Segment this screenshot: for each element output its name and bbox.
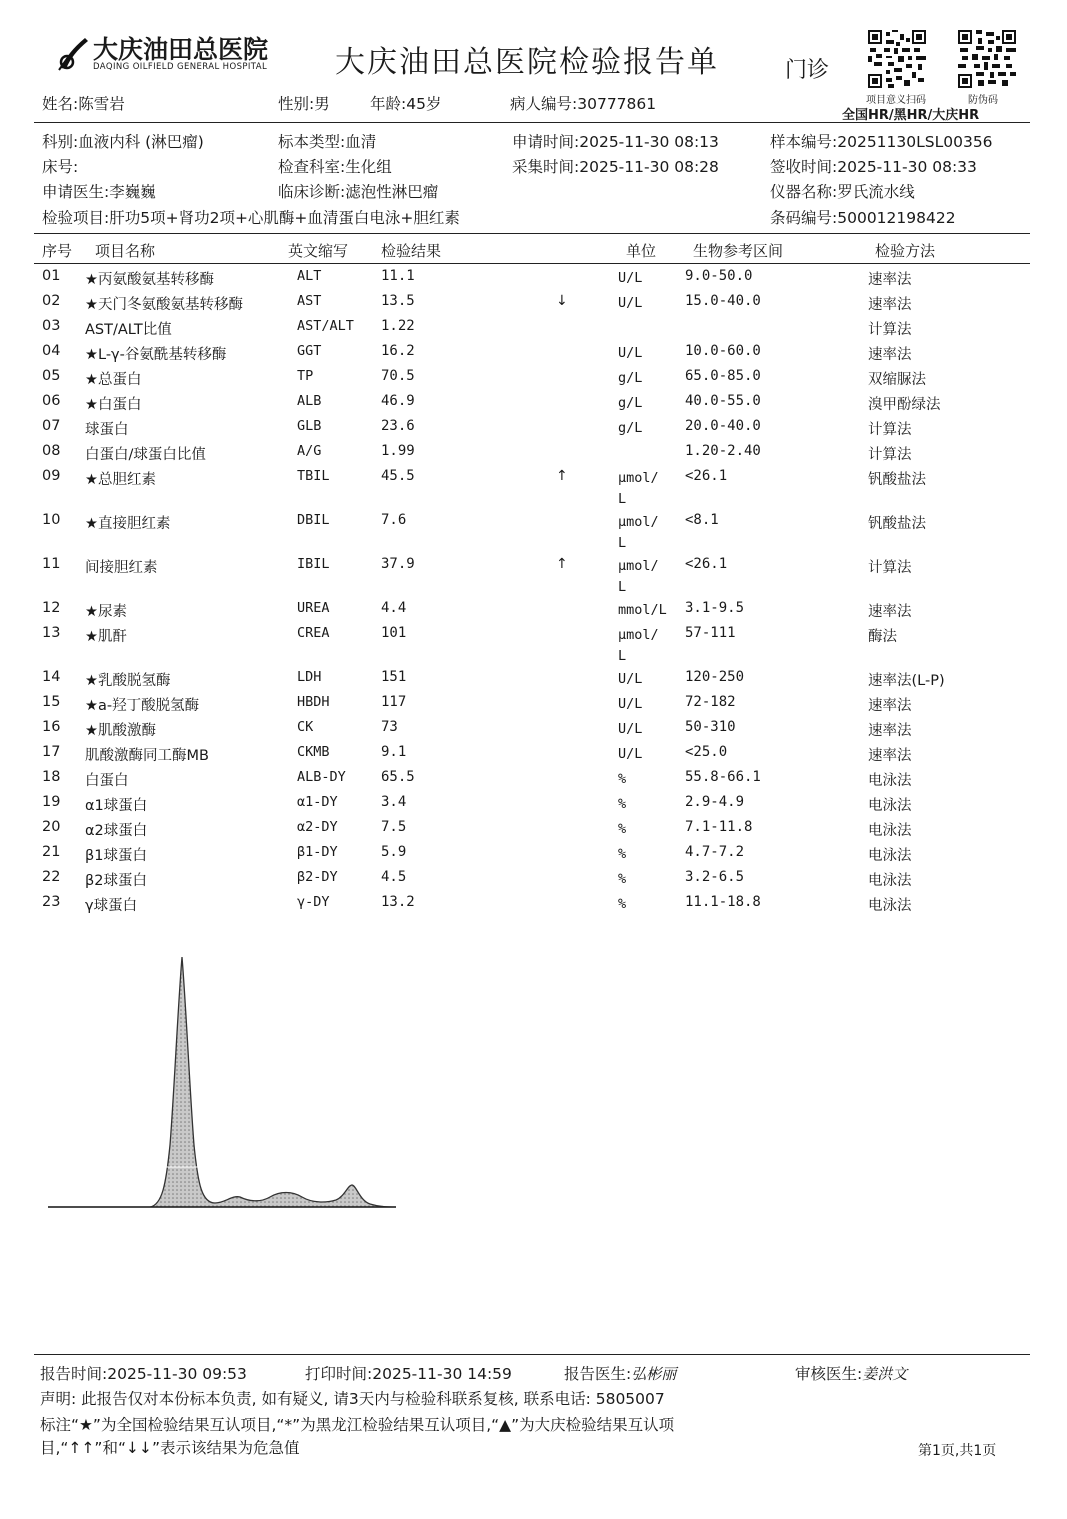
cell-method: 双缩脲法 [868, 372, 926, 388]
cell-no: 16 [42, 719, 61, 735]
cell-name: 球蛋白 [85, 422, 129, 438]
cell-unit-line1: μmol/ [618, 514, 659, 530]
cell-method: 速率法 [868, 698, 912, 714]
cell-method: 电泳法 [868, 898, 912, 914]
cell-unit: U/L [618, 746, 643, 762]
cell-no: 12 [42, 600, 61, 616]
cell-no: 06 [42, 393, 61, 409]
table-row [0, 894, 1067, 918]
table-row [0, 556, 1067, 595]
clinical-diagnosis: 滤泡性淋巴瘤 [345, 183, 439, 201]
cell-unit: g/L [618, 370, 643, 386]
cell-unit: mmol/L [618, 602, 667, 618]
cell-name: β1球蛋白 [85, 848, 147, 864]
cell-ref: 72-182 [685, 694, 736, 710]
cell-result: 151 [381, 669, 407, 685]
cell-ref: 20.0-40.0 [685, 418, 761, 434]
clinic-type: 门诊 [785, 58, 830, 83]
cell-ref: 65.0-85.0 [685, 368, 761, 384]
test-items-field [42, 206, 460, 228]
report-time-field [40, 1362, 247, 1384]
cell-name: ★肌酸激酶 [85, 723, 156, 739]
clinical-diagnosis-field [278, 180, 438, 202]
cell-flag: ↑ [556, 468, 568, 484]
patient-id-label: 病人编号: [510, 95, 578, 113]
cell-ref: 3.1-9.5 [685, 600, 745, 616]
cell-abbr: α1-DY [297, 794, 338, 810]
cell-abbr: β1-DY [297, 844, 338, 860]
cell-name: ★尿素 [85, 604, 127, 620]
cell-method: 溴甲酚绿法 [868, 397, 941, 413]
header-abbreviation: 英文缩写 [288, 242, 349, 260]
specimen-type: 血清 [345, 133, 377, 151]
request-time-label: 申请时间: [512, 133, 580, 151]
cell-no: 01 [42, 268, 61, 284]
patient-age: 45岁 [406, 95, 442, 113]
cell-method: 速率法 [868, 723, 912, 739]
instrument-field [770, 180, 915, 202]
patient-age-label: 年龄: [370, 95, 407, 113]
cell-name: ★L-γ-谷氨酰基转移酶 [85, 347, 227, 363]
reporting-doctor-label: 报告医生: [564, 1365, 632, 1383]
cell-unit-line1: μmol/ [618, 470, 659, 486]
cell-abbr: IBIL [297, 556, 330, 572]
cell-no: 17 [42, 744, 61, 760]
cell-name: ★肌酐 [85, 629, 127, 645]
cell-name: AST/ALT比值 [85, 322, 172, 338]
department-label: 科别: [42, 133, 79, 151]
header-method: 检验方法 [875, 242, 936, 260]
header-item-name: 项目名称 [95, 242, 156, 260]
cell-no: 05 [42, 368, 61, 384]
cell-flag: ↓ [556, 293, 568, 309]
cell-result: 101 [381, 625, 407, 641]
cell-ref: <8.1 [685, 512, 719, 528]
cell-abbr: ALB [297, 393, 322, 409]
cell-ref: 120-250 [685, 669, 745, 685]
cell-unit: g/L [618, 395, 643, 411]
cell-abbr: ALT [297, 268, 322, 284]
bed-number-field [42, 155, 78, 177]
cell-result: 1.99 [381, 443, 415, 459]
instrument-label: 仪器名称: [770, 183, 838, 201]
test-items-label: 检验项目: [42, 209, 110, 227]
cell-abbr: AST [297, 293, 322, 309]
cell-abbr: TP [297, 368, 314, 384]
patient-id: 30777861 [577, 95, 657, 113]
cell-unit: U/L [618, 270, 643, 286]
mutual-recognition-mark: 全国HR/黑HR/大庆HR [842, 108, 980, 123]
table-row [0, 343, 1067, 367]
cell-name: ★天门冬氨酸氨基转移酶 [85, 297, 243, 313]
cell-unit-line2: L [618, 648, 627, 664]
cell-no: 13 [42, 625, 61, 641]
table-top-divider [34, 233, 1030, 234]
cell-name: α2球蛋白 [85, 823, 148, 839]
cell-no: 20 [42, 819, 61, 835]
cell-name: ★丙氨酸氨基转移酶 [85, 272, 214, 288]
receipt-time-label: 签收时间: [770, 158, 838, 176]
cell-method: 计算法 [868, 447, 912, 463]
patient-sex-field [278, 92, 330, 114]
table-row [0, 769, 1067, 793]
table-row [0, 794, 1067, 818]
cell-result: 37.9 [381, 556, 415, 572]
header-unit: 单位 [626, 242, 657, 260]
cell-ref: 9.0-50.0 [685, 268, 753, 284]
cell-method: 速率法 [868, 604, 912, 620]
report-title: 大庆油田总医院检验报告单 [335, 45, 719, 80]
cell-unit-line1: μmol/ [618, 627, 659, 643]
header-no: 序号 [42, 242, 73, 260]
cell-method: 速率法 [868, 748, 912, 764]
cell-method: 计算法 [868, 322, 912, 338]
cell-ref: 1.20-2.40 [685, 443, 761, 459]
patient-id-field [510, 92, 656, 114]
cell-method: 计算法 [868, 422, 912, 438]
print-time-field [305, 1362, 512, 1384]
clinical-diagnosis-label: 临床诊断: [278, 183, 346, 201]
department-field [42, 130, 204, 152]
cell-unit: U/L [618, 345, 643, 361]
auditing-doctor-label: 审核医生: [795, 1365, 863, 1383]
department: 血液内科 (淋巴瘤) [78, 133, 204, 151]
cell-no: 14 [42, 669, 61, 685]
collection-time-field [512, 155, 719, 177]
table-row [0, 600, 1067, 624]
cell-name: α1球蛋白 [85, 798, 148, 814]
cell-unit [618, 556, 659, 598]
cell-method: 速率法 [868, 347, 912, 363]
cell-no: 09 [42, 468, 61, 484]
cell-no: 03 [42, 318, 61, 334]
cell-unit: U/L [618, 295, 643, 311]
table-row [0, 512, 1067, 551]
legend-note-line1: 标注“★”为全国检验结果互认项目,“*”为黑龙江检验结果互认项目,“▲”为大庆检验结果互认项 [40, 1416, 675, 1434]
cell-ref: 50-310 [685, 719, 736, 735]
bed-number-label: 床号: [42, 158, 79, 176]
receipt-time-field [770, 155, 977, 177]
cell-unit: % [618, 896, 627, 912]
cell-no: 23 [42, 894, 61, 910]
sample-number-label: 样本编号: [770, 133, 838, 151]
cell-result: 9.1 [381, 744, 407, 760]
patient-age-field [370, 92, 441, 114]
barcode-number: 500012198422 [837, 209, 956, 227]
cell-result: 16.2 [381, 343, 415, 359]
sample-number: 20251130LSL00356 [837, 133, 993, 151]
hospital-logo [55, 28, 295, 78]
cell-result: 117 [381, 694, 407, 710]
cell-ref: 4.7-7.2 [685, 844, 745, 860]
table-row [0, 719, 1067, 743]
table-row [0, 468, 1067, 507]
cell-ref: 57-111 [685, 625, 736, 641]
cell-abbr: CK [297, 719, 314, 735]
cell-no: 18 [42, 769, 61, 785]
table-row [0, 318, 1067, 342]
lab-department: 生化组 [345, 158, 392, 176]
table-row [0, 844, 1067, 868]
cell-result: 46.9 [381, 393, 415, 409]
barcode-field [770, 206, 956, 228]
lab-department-field [278, 155, 392, 177]
cell-ref: 15.0-40.0 [685, 293, 761, 309]
header-result: 检验结果 [381, 242, 442, 260]
test-items: 肝功5项+肾功2项+心肌酶+血清蛋白电泳+胆红素 [109, 209, 460, 227]
electrophoresis-curve [40, 945, 420, 1215]
table-row [0, 368, 1067, 392]
cell-ref: 3.2-6.5 [685, 869, 745, 885]
cell-method: 钒酸盐法 [868, 472, 926, 488]
requesting-doctor-label: 申请医生: [42, 183, 110, 201]
cell-result: 13.5 [381, 293, 415, 309]
cell-name: ★a-羟丁酸脱氢酶 [85, 698, 200, 714]
table-row [0, 443, 1067, 467]
cell-unit: % [618, 846, 627, 862]
cell-method: 电泳法 [868, 873, 912, 889]
cell-no: 11 [42, 556, 61, 572]
cell-result: 11.1 [381, 268, 415, 284]
cell-name: 白蛋白/球蛋白比值 [85, 447, 206, 463]
cell-no: 02 [42, 293, 61, 309]
print-time: 2025-11-30 14:59 [372, 1365, 512, 1383]
cell-name: 肌酸激酶同工酶MB [85, 748, 209, 764]
table-row [0, 819, 1067, 843]
cell-unit: % [618, 796, 627, 812]
statement: 声明: 此报告仅对本份标本负责, 如有疑义, 请3天内与检验科联系复核, 联系电话: 5805007 [40, 1390, 665, 1408]
requesting-doctor-field [42, 180, 156, 202]
cell-abbr: UREA [297, 600, 330, 616]
cell-result: 5.9 [381, 844, 407, 860]
cell-method: 钒酸盐法 [868, 516, 926, 532]
anti-counterfeit-qr-icon[interactable] [958, 30, 1016, 88]
table-row [0, 625, 1067, 664]
cell-result: 65.5 [381, 769, 415, 785]
cell-unit [618, 512, 659, 554]
qr-left-caption: 项目意义扫码 [866, 95, 926, 106]
table-row [0, 418, 1067, 442]
specimen-type-label: 标本类型: [278, 133, 346, 151]
requesting-doctor: 李巍巍 [109, 183, 156, 201]
patient-sex: 男 [314, 95, 330, 113]
header-divider [34, 122, 1030, 123]
cell-ref: 10.0-60.0 [685, 343, 761, 359]
cell-result: 7.5 [381, 819, 407, 835]
cell-name: ★白蛋白 [85, 397, 142, 413]
cell-unit: U/L [618, 671, 643, 687]
receipt-time: 2025-11-30 08:33 [837, 158, 977, 176]
hospital-logo-icon [55, 32, 91, 72]
cell-name: γ球蛋白 [85, 898, 138, 914]
cell-result: 7.6 [381, 512, 407, 528]
patient-name-field [42, 92, 125, 114]
cell-ref: 7.1-11.8 [685, 819, 753, 835]
cell-name: ★总胆红素 [85, 472, 156, 488]
cell-no: 07 [42, 418, 61, 434]
reporting-doctor-signature: 弘彬丽 [631, 1365, 677, 1383]
cell-result: 1.22 [381, 318, 415, 334]
cell-unit: U/L [618, 696, 643, 712]
cell-method: 电泳法 [868, 848, 912, 864]
table-row [0, 869, 1067, 893]
legend-note-line2: 目,“↑↑”和“↓↓”表示该结果为危急值 [40, 1439, 300, 1457]
cell-abbr: CKMB [297, 744, 330, 760]
cell-method: 电泳法 [868, 823, 912, 839]
cell-unit: U/L [618, 721, 643, 737]
lab-department-label: 检查科室: [278, 158, 346, 176]
cell-method: 速率法(L-P) [868, 673, 945, 689]
reporting-doctor-field [564, 1362, 676, 1384]
cell-ref: 11.1-18.8 [685, 894, 761, 910]
header-reference-range: 生物参考区间 [693, 242, 784, 260]
cell-ref: <26.1 [685, 468, 728, 484]
cell-no: 21 [42, 844, 61, 860]
cell-method: 电泳法 [868, 798, 912, 814]
project-meaning-qr-icon[interactable] [868, 30, 926, 88]
cell-unit: g/L [618, 420, 643, 436]
cell-unit: % [618, 771, 627, 787]
cell-ref: <26.1 [685, 556, 728, 572]
cell-unit: % [618, 871, 627, 887]
cell-method: 电泳法 [868, 773, 912, 789]
cell-unit-line2: L [618, 579, 627, 595]
cell-abbr: β2-DY [297, 869, 338, 885]
cell-unit-line2: L [618, 491, 627, 507]
cell-unit: % [618, 821, 627, 837]
cell-result: 4.4 [381, 600, 407, 616]
auditing-doctor-field [795, 1362, 907, 1384]
logo-english-name: DAQING OILFIELD GENERAL HOSPITAL [93, 62, 268, 72]
table-row [0, 694, 1067, 718]
cell-ref: 2.9-4.9 [685, 794, 745, 810]
request-time: 2025-11-30 08:13 [579, 133, 719, 151]
table-header-divider [34, 263, 1030, 264]
cell-result: 13.2 [381, 894, 415, 910]
cell-no: 15 [42, 694, 61, 710]
cell-abbr: CREA [297, 625, 330, 641]
request-time-field [512, 130, 719, 152]
cell-method: 酶法 [868, 629, 897, 645]
barcode-label: 条码编号: [770, 209, 838, 227]
cell-abbr: α2-DY [297, 819, 338, 835]
cell-name: ★乳酸脱氢酶 [85, 673, 171, 689]
auditing-doctor-signature: 姜洪文 [862, 1365, 908, 1383]
cell-ref: 40.0-55.0 [685, 393, 761, 409]
cell-name: ★总蛋白 [85, 372, 142, 388]
cell-abbr: ALB-DY [297, 769, 346, 785]
cell-name: β2球蛋白 [85, 873, 147, 889]
cell-unit-line1: μmol/ [618, 558, 659, 574]
cell-name: 白蛋白 [85, 773, 129, 789]
cell-result: 45.5 [381, 468, 415, 484]
cell-abbr: TBIL [297, 468, 330, 484]
patient-name-label: 姓名: [42, 95, 79, 113]
cell-abbr: HBDH [297, 694, 330, 710]
cell-no: 19 [42, 794, 61, 810]
cell-abbr: AST/ALT [297, 318, 354, 334]
cell-result: 73 [381, 719, 398, 735]
patient-name: 陈雪岩 [78, 95, 125, 113]
table-row [0, 393, 1067, 417]
cell-result: 23.6 [381, 418, 415, 434]
footer-divider [34, 1354, 1030, 1355]
cell-no: 08 [42, 443, 61, 459]
cell-abbr: DBIL [297, 512, 330, 528]
logo-chinese-name: 大庆油田总医院 [93, 35, 269, 64]
instrument: 罗氏流水线 [837, 183, 915, 201]
print-time-label: 打印时间: [305, 1365, 373, 1383]
specimen-type-field [278, 130, 376, 152]
cell-abbr: A/G [297, 443, 322, 459]
cell-ref: <25.0 [685, 744, 728, 760]
report-time-label: 报告时间: [40, 1365, 108, 1383]
collection-time-label: 采集时间: [512, 158, 580, 176]
cell-abbr: γ-DY [297, 894, 330, 910]
cell-unit-line2: L [618, 535, 627, 551]
cell-ref: 55.8-66.1 [685, 769, 761, 785]
page-number: 第1页,共1页 [918, 1443, 997, 1459]
cell-abbr: LDH [297, 669, 322, 685]
cell-result: 4.5 [381, 869, 407, 885]
cell-result: 3.4 [381, 794, 407, 810]
cell-abbr: GLB [297, 418, 322, 434]
cell-unit [618, 625, 659, 667]
patient-sex-label: 性别: [278, 95, 315, 113]
cell-unit [618, 468, 659, 510]
qr-right-caption: 防伪码 [968, 95, 998, 106]
table-row [0, 669, 1067, 693]
cell-no: 10 [42, 512, 61, 528]
table-row [0, 744, 1067, 768]
cell-name: 间接胆红素 [85, 560, 158, 576]
cell-no: 22 [42, 869, 61, 885]
cell-method: 速率法 [868, 272, 912, 288]
report-time: 2025-11-30 09:53 [107, 1365, 247, 1383]
cell-method: 速率法 [868, 297, 912, 313]
collection-time: 2025-11-30 08:28 [579, 158, 719, 176]
cell-no: 04 [42, 343, 61, 359]
cell-abbr: GGT [297, 343, 322, 359]
cell-result: 70.5 [381, 368, 415, 384]
cell-flag: ↑ [556, 556, 568, 572]
cell-name: ★直接胆红素 [85, 516, 171, 532]
table-row [0, 293, 1067, 317]
sample-number-field [770, 130, 993, 152]
table-row [0, 268, 1067, 292]
cell-method: 计算法 [868, 560, 912, 576]
